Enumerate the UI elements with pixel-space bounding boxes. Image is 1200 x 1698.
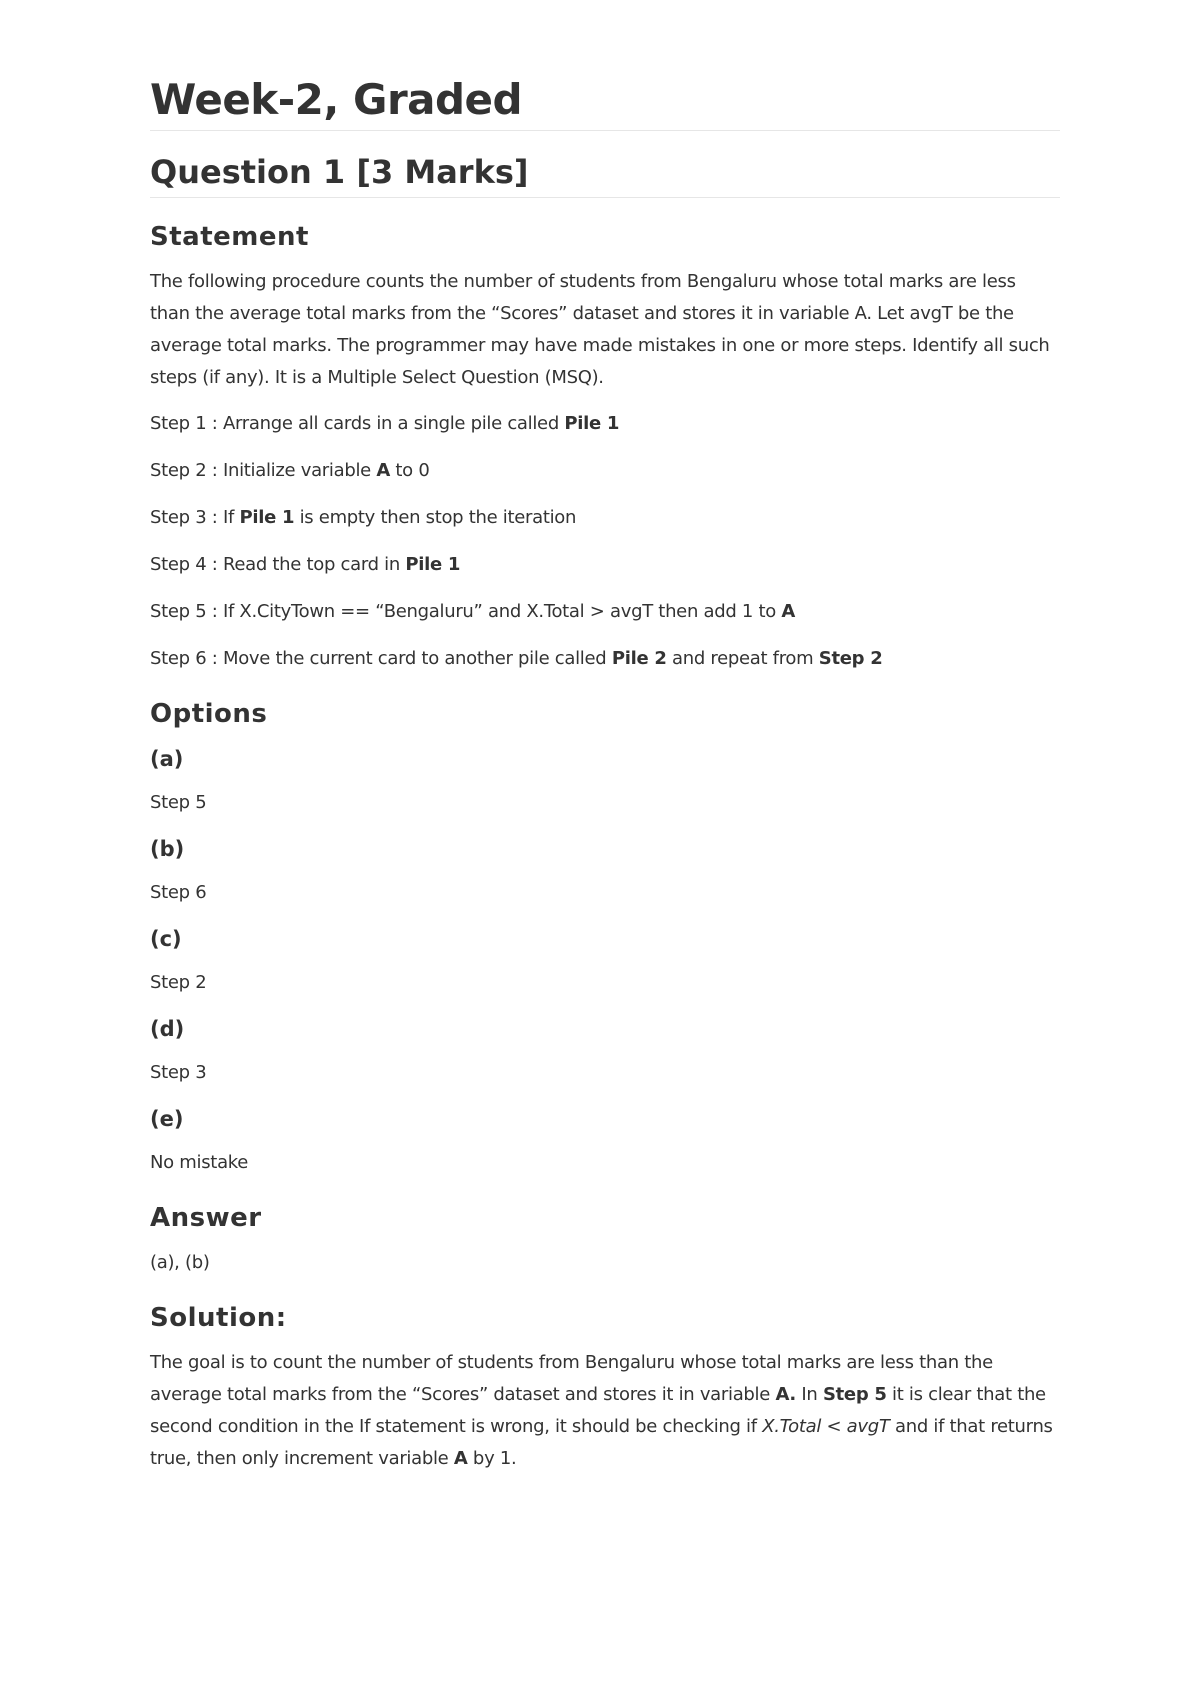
option-c-label: (c) <box>150 926 182 951</box>
steps-list <box>150 408 1060 675</box>
option-e-text: No mistake <box>150 1151 249 1173</box>
option-c-text: Step 2 <box>150 971 207 993</box>
solution-heading: Solution: <box>150 1302 287 1333</box>
document-title: Week-2, Graded <box>150 76 1060 131</box>
solution-text: The goal is to count the number of students from Bengaluru whose total marks are less than the average total marks from the “Scores” dataset and stores it in variable A. In Step 5 it is clear that the second condition in the If statement is wrong, it should be checking if X.Total < avgT and if that returns true, then only increment variable A by 1. <box>150 1351 1053 1469</box>
statement-heading: Statement <box>150 221 309 252</box>
step-2: Step 2 : Initialize variable A to 0 <box>150 459 430 481</box>
options-heading: Options <box>150 698 268 729</box>
option-d-label: (d) <box>150 1016 185 1041</box>
option-b-label: (b) <box>150 836 185 861</box>
option-a-label: (a) <box>150 746 184 771</box>
step-5: Step 5 : If X.CityTown == “Bengaluru” and X.Total > avgT then add 1 to A <box>150 600 795 622</box>
option-d-text: Step 3 <box>150 1061 207 1083</box>
options-list <box>150 747 1060 1179</box>
step-4: Step 4 : Read the top card in Pile 1 <box>150 553 461 575</box>
step-6: Step 6 : Move the current card to another pile called Pile 2 and repeat from Step 2 <box>150 647 883 669</box>
answer-heading: Answer <box>150 1202 262 1233</box>
step-3: Step 3 : If Pile 1 is empty then stop the iteration <box>150 506 577 528</box>
option-a-text: Step 5 <box>150 791 207 813</box>
option-b-text: Step 6 <box>150 881 207 903</box>
answer-text: (a), (b) <box>150 1251 210 1273</box>
statement-text: The following procedure counts the number of students from Bengaluru whose total marks are less than the average total marks from the “Scores” dataset and stores it in variable A. Let avgT be the average total marks. The programmer may have made mistakes in one or more steps. Identify all such steps (if any). It is a Multiple Select Question (MSQ). <box>150 270 1050 388</box>
question-title: Question 1 [3 Marks] <box>150 153 1060 197</box>
step-1: Step 1 : Arrange all cards in a single pile called Pile 1 <box>150 412 620 434</box>
document-page <box>150 76 1060 1489</box>
option-e-label: (e) <box>150 1106 184 1131</box>
